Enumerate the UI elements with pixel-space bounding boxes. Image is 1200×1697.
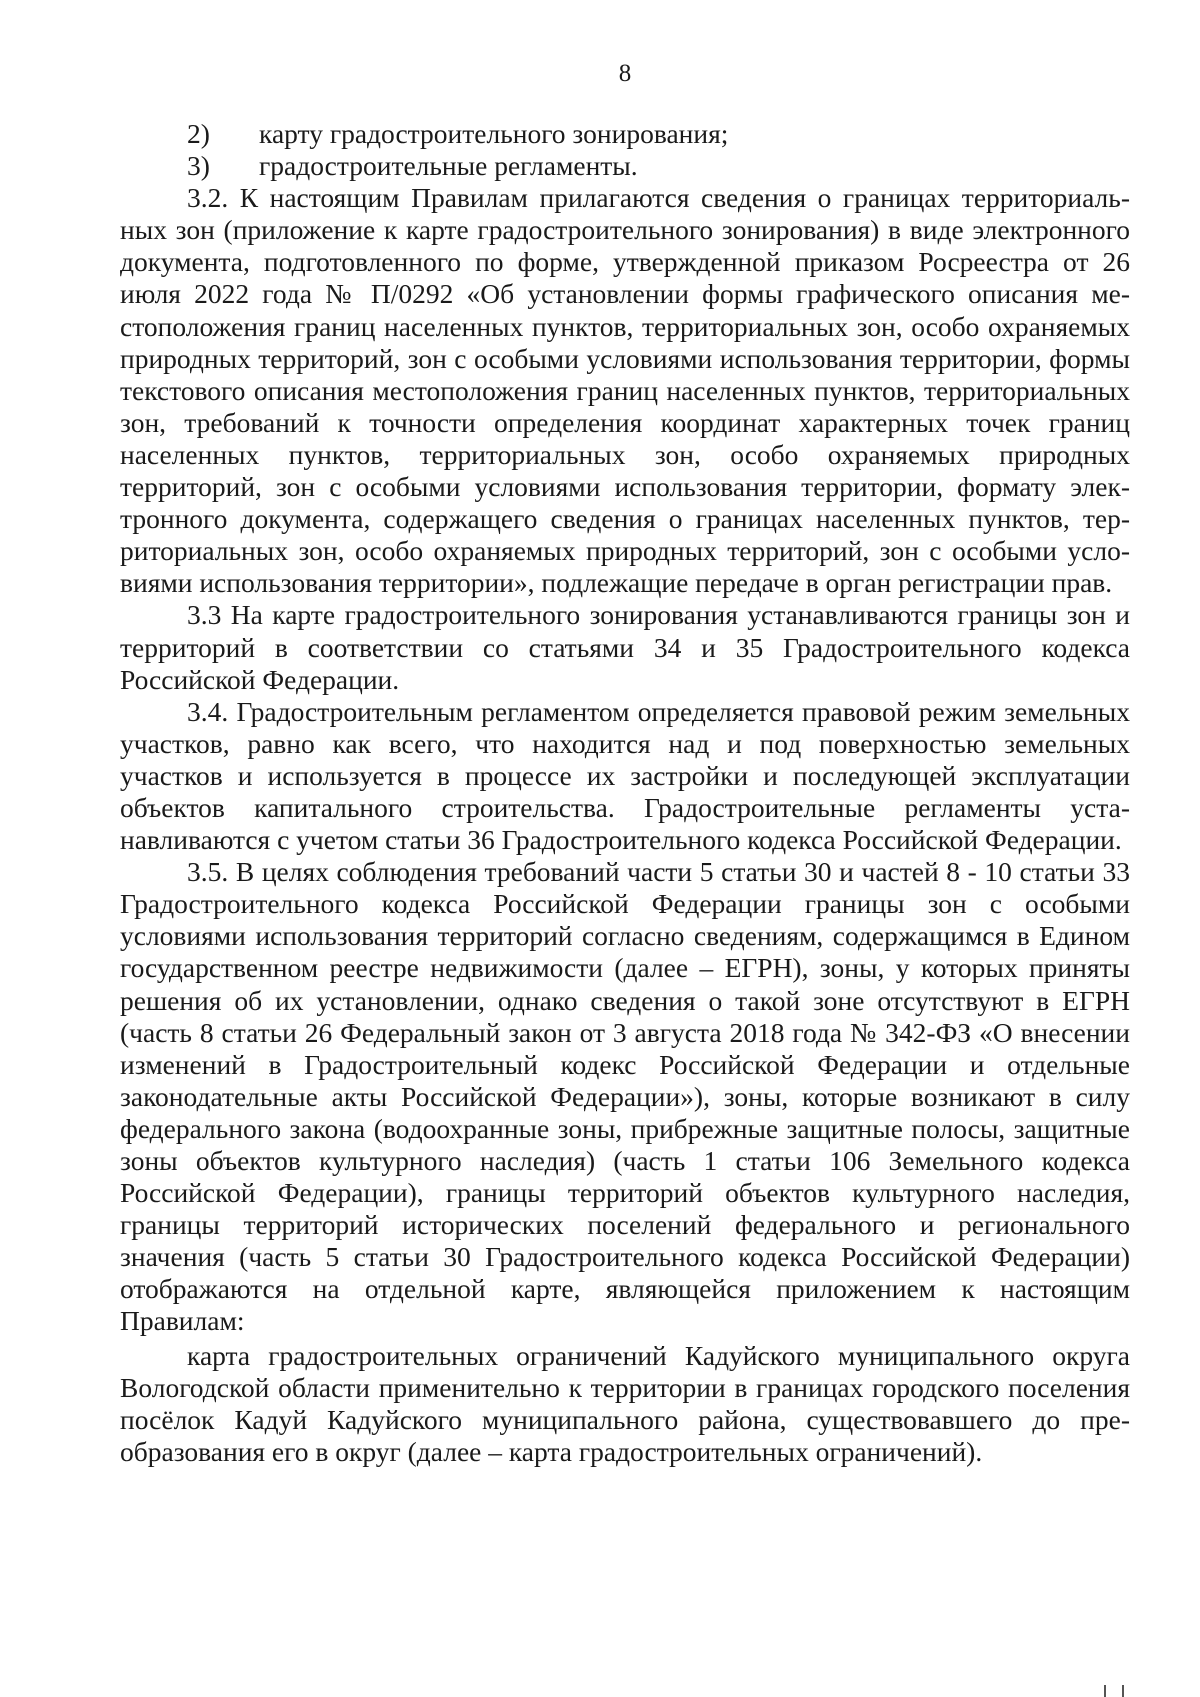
paragraph-3-3: 3.3 На карте градостроительного зонирования устанавливаются границы зон и территорий в соответствии со статьями 34 и 35 Градостроительного кодекса Российской Федерации. bbox=[120, 599, 1130, 695]
list-item-number: 2) bbox=[187, 118, 210, 149]
list-item bbox=[120, 150, 1130, 182]
list-item-text: карту градостроительного зонирования; bbox=[259, 118, 729, 149]
page-number: 8 bbox=[618, 60, 632, 87]
paragraph-3-4: 3.4. Градостроительным регламентом определяется правовой режим земельных участков, равно как всего, что находится над и под поверхностью земельных участков и используется в процессе их застройки и последующей эксплуатации объектов капитального строительства. Градостроительные регламенты устанавливаются с учетом статьи 36 Градостроительного кодекса Российской Федерации. bbox=[120, 695, 1130, 856]
paragraph-3-5: 3.5. В целях соблюдения требований части 5 статьи 30 и частей 8 - 10 статьи 33 Градостроительного кодекса Российской Федерации границы зон с особыми условиями использования территорий согласно сведениям, содержащимся в Едином государственном реестре недвижимости (далее – ЕГРН), зоны, у которых приняты решения об их установлении, однако сведения о такой зоне отсутствуют в ЕГРН (часть 8 статьи 26 Федеральный закон от 3 августа 2018 года № 342-ФЗ «О внесении изменений в Градостроительный кодекс Российской Федерации и отдельные законодательные акты Российской Федерации»), зоны, которые возникают в силу федерального закона (водоохранные зоны, прибрежные защитные полосы, защитные зоны объектов культурного наследия) (часть 1 статьи 106 Земельного кодекса Российской Федерации), границы территорий объектов культурного наследия, границы территорий исторических поселений федерального и регионального значения (часть 5 статьи 30 Градостроительного кодекса Российской Федерации) отображаются на отдельной карте, являющейся приложением к настоящим Правилам: bbox=[120, 856, 1130, 1337]
scan-edge-marks bbox=[1100, 1683, 1130, 1697]
list-item bbox=[120, 118, 1130, 150]
list-item-text: градостроительные регламенты. bbox=[259, 150, 638, 182]
list-item-number: 3) bbox=[187, 150, 210, 182]
paragraph-restrictions-map: карта градостроительных ограничений Кадуйского муниципального округа Вологодской области применительно к территории в границах городского поселения посёлок Кадуй Кадуйского муниципального района, существовавшего до преобразования его в округ (далее – карта градостроительных ограничений). bbox=[120, 1339, 1130, 1467]
document-body bbox=[120, 118, 1130, 1468]
paragraph-3-2: 3.2. К настоящим Правилам прилагаются сведения о границах территориальных зон (приложение к карте градостроительного зонирования) в виде электронного документа, подготовленного по форме, утвержденной приказом Росреестра от 26 июля 2022 года № П/0292 «Об установлении формы графического описания местоположения границ населенных пунктов, территориальных зон, особо охраняемых природных территорий, зон с особыми условиями использования территории, формы текстового описания местоположения границ населенных пунктов, территориальных зон, требований к точности определения координат характерных точек границ населенных пунктов, территориальных зон, особо охраняемых природных территорий, зон с особыми условиями использования территории, формату электронного документа, содержащего сведения о границах населенных пунктов, территориальных зон, особо охраняемых природных территорий, зон с особыми условиями использования территории», подлежащие передаче в орган регистрации прав. bbox=[120, 182, 1130, 599]
